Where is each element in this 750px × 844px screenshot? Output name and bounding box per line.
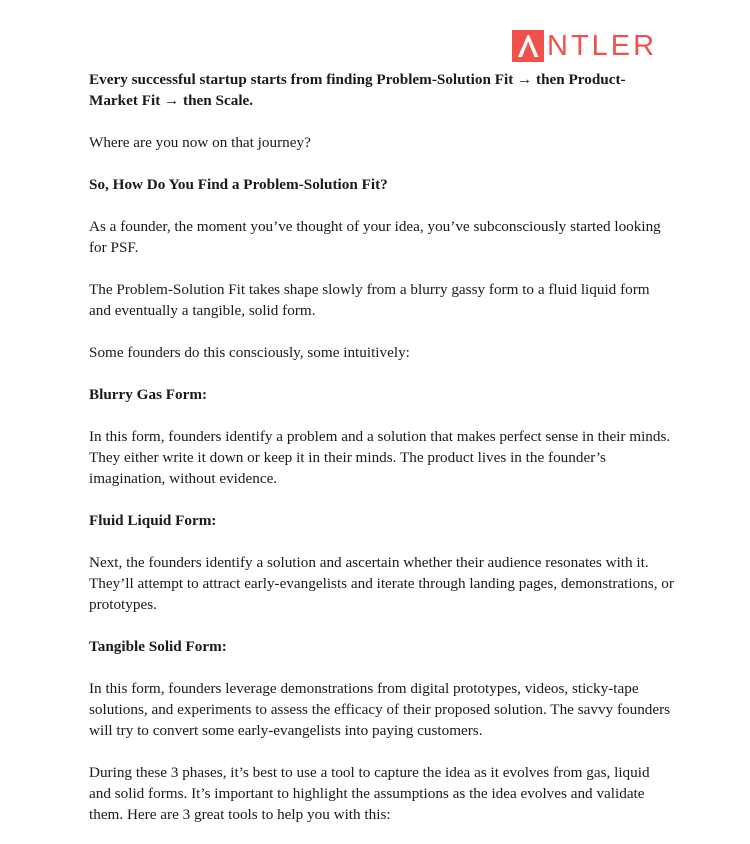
section-heading-psf: So, How Do You Find a Problem-Solution Fit? xyxy=(89,176,388,193)
paragraph-liquid-form: Next, the founders identify a solution and ascertain whether their audience resonates with it. They’ll attempt to attract early-evangelists and iterate through landing pages, demonstrations, or prototypes. xyxy=(89,554,674,613)
antler-logo-text: NTLER xyxy=(547,30,658,62)
intro-paragraph: Every successful startup starts from finding Problem-Solution Fit → then Product-Market Fit → then Scale. xyxy=(89,71,626,109)
antler-logo xyxy=(512,30,657,62)
heading-gas-form: Blurry Gas Form: xyxy=(89,386,208,403)
paragraph-founder: As a founder, the moment you’ve thought of your idea, you’ve subconsciously started looking for PSF. xyxy=(89,218,661,256)
paragraph-solid-form: In this form, founders leverage demonstrations from digital prototypes, videos, sticky-tape solutions, and experiments to assess the efficacy of their proposed solution. The savvy founders will try to convert some early-evangelists into paying customers. xyxy=(89,680,671,739)
paragraph-shape: The Problem-Solution Fit takes shape slowly from a blurry gassy form to a fluid liquid form and eventually a tangible, solid form. xyxy=(89,281,650,319)
paragraph-gas-form: In this form, founders identify a problem and a solution that makes perfect sense in their minds. They either write it down or keep it in their minds. The product lives in the founder’s imagination, without evidence. xyxy=(89,428,671,487)
document-body xyxy=(89,69,674,825)
antler-logo-mark xyxy=(512,30,544,62)
paragraph-conscious: Some founders do this consciously, some intuitively: xyxy=(89,344,410,361)
heading-liquid-form: Fluid Liquid Form: xyxy=(89,512,217,529)
heading-solid-form: Tangible Solid Form: xyxy=(89,638,227,655)
paragraph-tools: During these 3 phases, it’s best to use a tool to capture the idea as it evolves from gas, liquid and solid forms. It’s important to highlight the assumptions as the idea evolves and validate them. Here are 3 great tools to help you with this: xyxy=(89,764,650,823)
journey-question: Where are you now on that journey? xyxy=(89,134,311,151)
